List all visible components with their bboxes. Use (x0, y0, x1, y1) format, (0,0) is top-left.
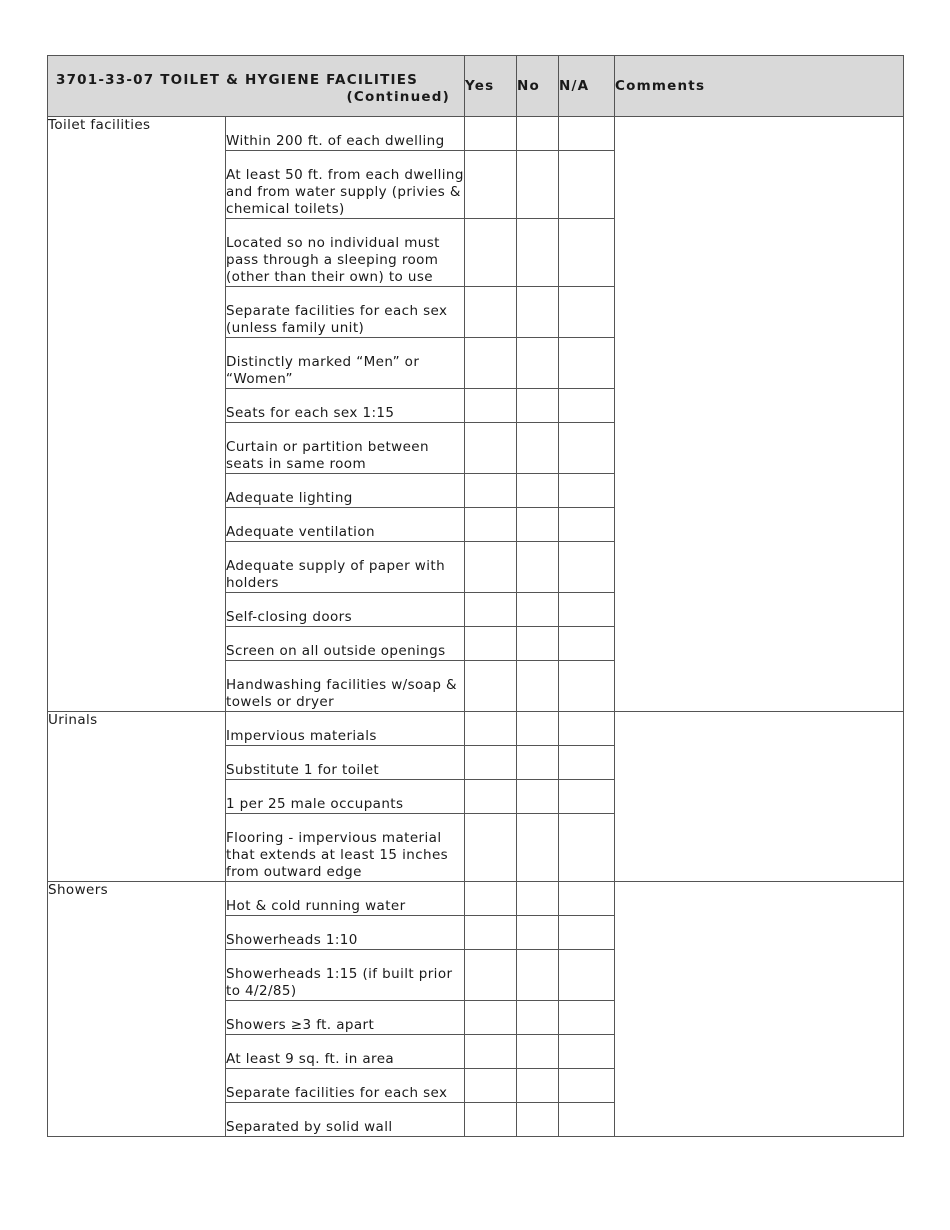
na-checkbox-cell[interactable] (559, 950, 615, 1001)
column-header-na: N/A (559, 56, 615, 117)
checklist-item: Showerheads 1:10 (226, 916, 465, 950)
yes-checkbox-cell[interactable] (465, 882, 517, 916)
checklist-item: Showers ≥3 ft. apart (226, 1001, 465, 1035)
no-checkbox-cell[interactable] (517, 474, 559, 508)
checklist-item: Separated by solid wall (226, 1103, 465, 1137)
yes-checkbox-cell[interactable] (465, 661, 517, 712)
no-checkbox-cell[interactable] (517, 593, 559, 627)
na-checkbox-cell[interactable] (559, 219, 615, 287)
na-checkbox-cell[interactable] (559, 627, 615, 661)
section-title-cell (48, 56, 465, 117)
no-checkbox-cell[interactable] (517, 746, 559, 780)
checklist-item: Adequate ventilation (226, 508, 465, 542)
no-checkbox-cell[interactable] (517, 712, 559, 746)
na-checkbox-cell[interactable] (559, 117, 615, 151)
table-row (48, 882, 904, 916)
na-checkbox-cell[interactable] (559, 423, 615, 474)
no-checkbox-cell[interactable] (517, 661, 559, 712)
checklist-item: Adequate supply of paper with holders (226, 542, 465, 593)
yes-checkbox-cell[interactable] (465, 950, 517, 1001)
yes-checkbox-cell[interactable] (465, 338, 517, 389)
table-header-row (48, 56, 904, 117)
category-toilet-facilities: Toilet facilities (48, 117, 226, 712)
yes-checkbox-cell[interactable] (465, 780, 517, 814)
checklist-item: Showerheads 1:15 (if built prior to 4/2/85) (226, 950, 465, 1001)
no-checkbox-cell[interactable] (517, 1069, 559, 1103)
na-checkbox-cell[interactable] (559, 474, 615, 508)
section-title: 3701-33-07 TOILET & HYGIENE FACILITIES (56, 72, 419, 88)
na-checkbox-cell[interactable] (559, 1001, 615, 1035)
na-checkbox-cell[interactable] (559, 916, 615, 950)
na-checkbox-cell[interactable] (559, 389, 615, 423)
no-checkbox-cell[interactable] (517, 1001, 559, 1035)
yes-checkbox-cell[interactable] (465, 1069, 517, 1103)
checklist-item: Located so no individual must pass through a sleeping room (other than their own) to use (226, 219, 465, 287)
checklist-item: Hot & cold running water (226, 882, 465, 916)
comments-cell-urinals[interactable] (615, 712, 904, 882)
checklist-item: Within 200 ft. of each dwelling (226, 117, 465, 151)
no-checkbox-cell[interactable] (517, 1035, 559, 1069)
no-checkbox-cell[interactable] (517, 508, 559, 542)
yes-checkbox-cell[interactable] (465, 542, 517, 593)
column-header-no: No (517, 56, 559, 117)
checklist-item: At least 50 ft. from each dwelling and from water supply (privies & chemical toilets) (226, 151, 465, 219)
yes-checkbox-cell[interactable] (465, 712, 517, 746)
no-checkbox-cell[interactable] (517, 627, 559, 661)
no-checkbox-cell[interactable] (517, 117, 559, 151)
continued-label: (Continued) (346, 89, 451, 105)
yes-checkbox-cell[interactable] (465, 474, 517, 508)
checklist-item: Impervious materials (226, 712, 465, 746)
no-checkbox-cell[interactable] (517, 950, 559, 1001)
yes-checkbox-cell[interactable] (465, 1035, 517, 1069)
checklist-item: 1 per 25 male occupants (226, 780, 465, 814)
na-checkbox-cell[interactable] (559, 1069, 615, 1103)
checklist-item: Substitute 1 for toilet (226, 746, 465, 780)
yes-checkbox-cell[interactable] (465, 389, 517, 423)
yes-checkbox-cell[interactable] (465, 627, 517, 661)
yes-checkbox-cell[interactable] (465, 423, 517, 474)
yes-checkbox-cell[interactable] (465, 814, 517, 882)
checklist-item: Adequate lighting (226, 474, 465, 508)
na-checkbox-cell[interactable] (559, 882, 615, 916)
yes-checkbox-cell[interactable] (465, 508, 517, 542)
yes-checkbox-cell[interactable] (465, 117, 517, 151)
table-row (48, 117, 904, 151)
na-checkbox-cell[interactable] (559, 712, 615, 746)
no-checkbox-cell[interactable] (517, 338, 559, 389)
inspection-checklist-table (47, 55, 904, 1137)
na-checkbox-cell[interactable] (559, 1103, 615, 1137)
no-checkbox-cell[interactable] (517, 151, 559, 219)
yes-checkbox-cell[interactable] (465, 746, 517, 780)
no-checkbox-cell[interactable] (517, 1103, 559, 1137)
yes-checkbox-cell[interactable] (465, 219, 517, 287)
yes-checkbox-cell[interactable] (465, 916, 517, 950)
na-checkbox-cell[interactable] (559, 1035, 615, 1069)
checklist-item: Separate facilities for each sex (unless family unit) (226, 287, 465, 338)
yes-checkbox-cell[interactable] (465, 593, 517, 627)
comments-cell-showers[interactable] (615, 882, 904, 1137)
checklist-item: Screen on all outside openings (226, 627, 465, 661)
yes-checkbox-cell[interactable] (465, 151, 517, 219)
checklist-item: Curtain or partition between seats in same room (226, 423, 465, 474)
no-checkbox-cell[interactable] (517, 287, 559, 338)
no-checkbox-cell[interactable] (517, 780, 559, 814)
no-checkbox-cell[interactable] (517, 814, 559, 882)
no-checkbox-cell[interactable] (517, 423, 559, 474)
yes-checkbox-cell[interactable] (465, 287, 517, 338)
no-checkbox-cell[interactable] (517, 389, 559, 423)
na-checkbox-cell[interactable] (559, 338, 615, 389)
na-checkbox-cell[interactable] (559, 151, 615, 219)
na-checkbox-cell[interactable] (559, 746, 615, 780)
na-checkbox-cell[interactable] (559, 542, 615, 593)
checklist-item: Flooring - impervious material that extends at least 15 inches from outward edge (226, 814, 465, 882)
na-checkbox-cell[interactable] (559, 814, 615, 882)
column-header-comments: Comments (615, 56, 904, 117)
na-checkbox-cell[interactable] (559, 780, 615, 814)
column-header-yes: Yes (465, 56, 517, 117)
yes-checkbox-cell[interactable] (465, 1001, 517, 1035)
no-checkbox-cell[interactable] (517, 219, 559, 287)
checklist-item: Handwashing facilities w/soap & towels or dryer (226, 661, 465, 712)
na-checkbox-cell[interactable] (559, 287, 615, 338)
no-checkbox-cell[interactable] (517, 542, 559, 593)
no-checkbox-cell[interactable] (517, 882, 559, 916)
comments-cell-toilet-facilities[interactable] (615, 117, 904, 712)
checklist-item: Distinctly marked “Men” or “Women” (226, 338, 465, 389)
no-checkbox-cell[interactable] (517, 916, 559, 950)
na-checkbox-cell[interactable] (559, 508, 615, 542)
na-checkbox-cell[interactable] (559, 661, 615, 712)
checklist-item: Seats for each sex 1:15 (226, 389, 465, 423)
na-checkbox-cell[interactable] (559, 593, 615, 627)
checklist-item: Separate facilities for each sex (226, 1069, 465, 1103)
checklist-item: Self-closing doors (226, 593, 465, 627)
category-urinals: Urinals (48, 712, 226, 882)
yes-checkbox-cell[interactable] (465, 1103, 517, 1137)
category-showers: Showers (48, 882, 226, 1137)
table-row (48, 712, 904, 746)
checklist-item: At least 9 sq. ft. in area (226, 1035, 465, 1069)
